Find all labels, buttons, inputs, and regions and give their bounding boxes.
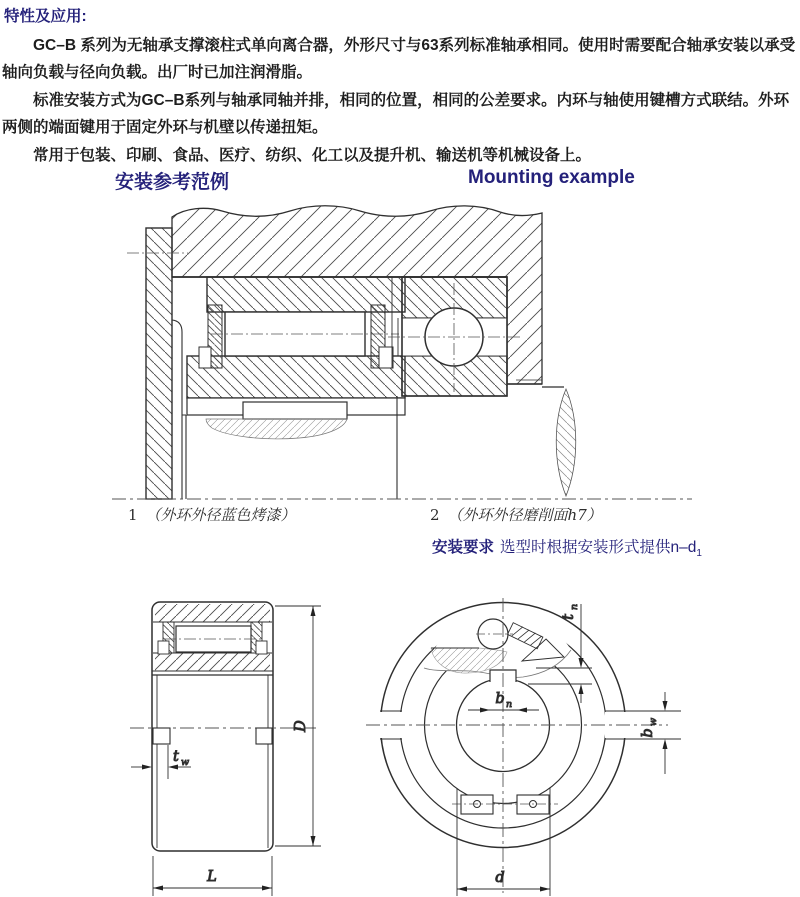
- dim-label-d: d: [495, 870, 505, 886]
- intro-title: 特性及应用:: [4, 8, 87, 25]
- shaft-key-section: [243, 402, 347, 419]
- end-face-key-left: [153, 728, 170, 744]
- end-face-key-right: [256, 728, 272, 744]
- mounting-drawing: [112, 206, 692, 499]
- dim-label-L: L: [207, 869, 217, 885]
- dim-label-tn-sub: n: [569, 603, 580, 610]
- front-view-drawing: [366, 598, 681, 896]
- caption-item-2-index: 2: [430, 506, 440, 524]
- dim-label-tw: t: [173, 749, 179, 765]
- dim-label-bw-sub: w: [648, 717, 659, 726]
- mounting-note-text: 选型时根据安装形式提供n–d: [500, 539, 697, 556]
- caption-item-1-text: （外环外径蓝色烤漆）: [145, 506, 296, 524]
- section-heading-zh: 安装参考范例: [115, 172, 230, 193]
- dim-label-bw: b: [640, 728, 656, 738]
- intro-paragraph-3: 常用于包装、印刷、食品、医疗、纺织、化工以及提升机、输送机等机械设备上。: [33, 146, 592, 164]
- intro-paragraph-1: GC–B 系列为无轴承支撑滚柱式单向离合器，外形尺寸与63系列标准轴承相同。使用时需要配合轴承安装以承受轴向负载与径向负载。出厂时已加注润滑脂。: [2, 36, 796, 81]
- shaft-break-lens: [556, 389, 576, 496]
- dimension-bn: [468, 708, 539, 713]
- bottom-key-left: [461, 795, 493, 814]
- dim-label-D: D: [293, 720, 309, 732]
- side-view-drawing: [130, 602, 321, 896]
- intro-paragraph-2: 标准安装方式为GC–B系列与轴承同轴并排，相同的位置，相同的公差要求。内环与轴使用键槽方式联结。外环两侧的端面键用于固定外环与机壁以传递扭矩。: [2, 91, 790, 136]
- caption-item-2-text: （外环外径磨削面h7）: [447, 506, 602, 524]
- dim-label-bn-sub: n: [506, 699, 513, 710]
- caption-item-1-index: 1: [128, 506, 138, 524]
- section-heading-en: Mounting example: [468, 167, 635, 188]
- ball-bearing-section: [388, 277, 521, 396]
- bottom-key-right: [517, 795, 549, 814]
- mounting-note-label: 安装要求: [432, 539, 495, 556]
- mounting-note-subscript: 1: [696, 548, 702, 560]
- machine-wall: [146, 228, 172, 499]
- dim-label-bn: b: [495, 691, 505, 707]
- shaft-break-section: [206, 419, 347, 439]
- dim-label-tn: t: [561, 614, 577, 620]
- dim-label-tw-sub: w: [181, 757, 190, 768]
